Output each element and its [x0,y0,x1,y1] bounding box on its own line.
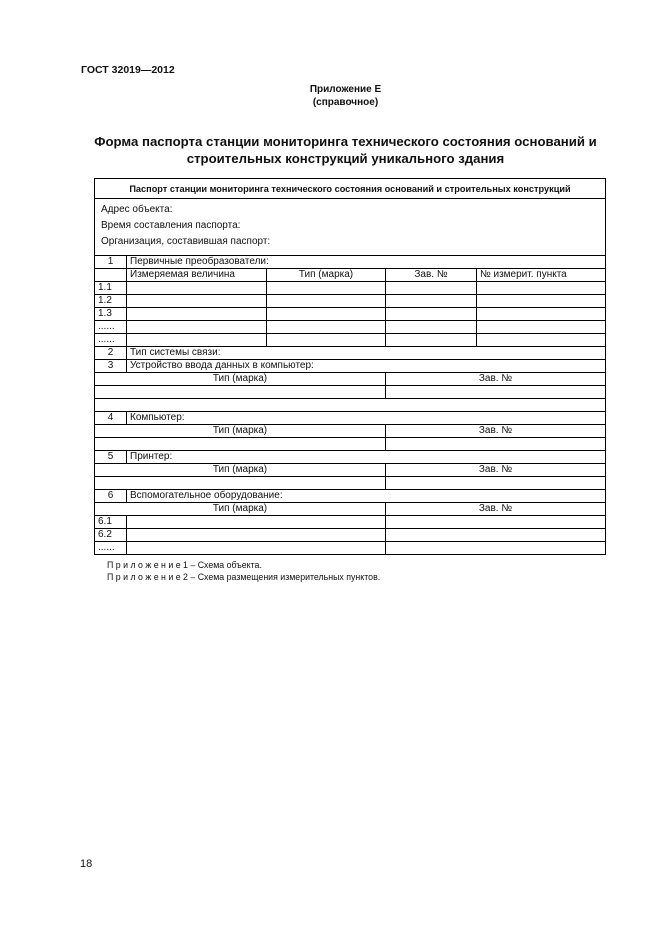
table-cell[interactable] [386,334,477,347]
appendix-label: Приложение Е [309,84,382,95]
table-cell[interactable] [95,477,386,490]
row-number: 6.2 [95,529,127,542]
note-points-scheme: П р и л о ж е н и е 2 – Схема размещения измерительных пунктов. [107,572,381,582]
section-title-sensors: Первичные преобразователи: [127,256,606,269]
table-cell[interactable] [386,477,606,490]
table-row [95,477,606,490]
table-cell[interactable] [386,321,477,334]
table-cell[interactable] [386,295,477,308]
table-row [95,321,606,334]
table-cell[interactable] [386,542,606,555]
section-title-auxiliary: Вспомогательное оборудование: [127,490,606,503]
table-cell[interactable] [127,334,267,347]
table-cell[interactable] [386,308,477,321]
column-header-serial: Зав. № [386,425,606,438]
row-number: ...... [95,542,127,555]
table-cell[interactable] [386,516,606,529]
row-number: 1.2 [95,295,127,308]
passport-table [94,178,606,555]
table-cell[interactable] [477,282,606,295]
table-row [95,308,606,321]
column-header-type: Тип (марка) [95,464,386,477]
table-cell[interactable] [386,386,606,399]
table-cell[interactable] [386,438,606,451]
form-title [60,133,631,167]
table-cell[interactable] [95,386,386,399]
object-info-block [95,199,606,256]
section-title-computer: Компьютер: [127,412,606,425]
table-cell[interactable] [477,295,606,308]
section-title-comm-system: Тип системы связи: [127,347,606,360]
section-number: 2 [95,347,127,360]
column-header-serial: Зав. № [386,464,606,477]
row-number: ...... [95,321,127,334]
table-cell[interactable] [95,438,386,451]
appendix-notes [107,559,380,583]
table-cell[interactable] [267,295,386,308]
section-number: 5 [95,451,127,464]
compile-time-label: Время составления паспорта: [101,220,241,231]
column-header-type: Тип (марка) [95,373,386,386]
column-header-type: Тип (марка) [95,503,386,516]
table-cell[interactable] [267,308,386,321]
table-cell[interactable] [127,542,386,555]
page-number: 18 [80,858,93,870]
table-cell[interactable] [127,282,267,295]
table-row [95,386,606,399]
appendix-heading [0,83,661,109]
standard-code: ГОСТ 32019—2012 [81,64,175,76]
table-cell[interactable] [386,282,477,295]
table-cell[interactable] [477,321,606,334]
section-number: 3 [95,360,127,373]
empty-cell [95,269,127,282]
table-cell[interactable] [267,334,386,347]
row-number: 1.1 [95,282,127,295]
column-header-type: Тип (марка) [95,425,386,438]
column-header-serial: Зав. № [386,503,606,516]
object-address-label: Адрес объекта: [101,204,173,215]
table-row [95,516,606,529]
note-object-scheme: П р и л о ж е н и е 1 – Схема объекта. [107,560,262,570]
appendix-type: (справочное) [312,97,379,108]
passport-heading: Паспорт станции мониторинга технического состояния оснований и строительных конструкций [95,179,606,199]
column-header-point-number: № измерит. пункта [477,269,606,282]
column-header-measured-value: Измеряемая величина [127,269,267,282]
section-title-printer: Принтер: [127,451,606,464]
table-cell[interactable] [267,282,386,295]
column-header-serial: Зав. № [386,373,606,386]
table-cell[interactable] [477,308,606,321]
section-number: 6 [95,490,127,503]
row-number: 6.1 [95,516,127,529]
row-number: 1.3 [95,308,127,321]
column-header-serial: Зав. № [386,269,477,282]
table-cell[interactable] [127,321,267,334]
table-row [95,529,606,542]
column-header-type: Тип (марка) [267,269,386,282]
table-cell[interactable] [127,308,267,321]
table-row [95,334,606,347]
spacer-row [95,399,606,412]
table-cell[interactable] [386,529,606,542]
table-row [95,542,606,555]
row-number: ...... [95,334,127,347]
form-title-line-2: строительных конструкций уникального здания [186,151,505,166]
form-title-line-1: Форма паспорта станции мониторинга технического состояния оснований и [94,134,597,149]
section-title-input-device: Устройство ввода данных в компьютер: [127,360,606,373]
table-row [95,282,606,295]
table-row [95,438,606,451]
table-cell[interactable] [477,334,606,347]
table-row [95,295,606,308]
table-cell[interactable] [127,516,386,529]
table-cell[interactable] [267,321,386,334]
section-number: 4 [95,412,127,425]
section-number: 1 [95,256,127,269]
table-cell[interactable] [127,295,267,308]
table-cell[interactable] [127,529,386,542]
organization-label: Организация, составившая паспорт: [101,236,271,247]
